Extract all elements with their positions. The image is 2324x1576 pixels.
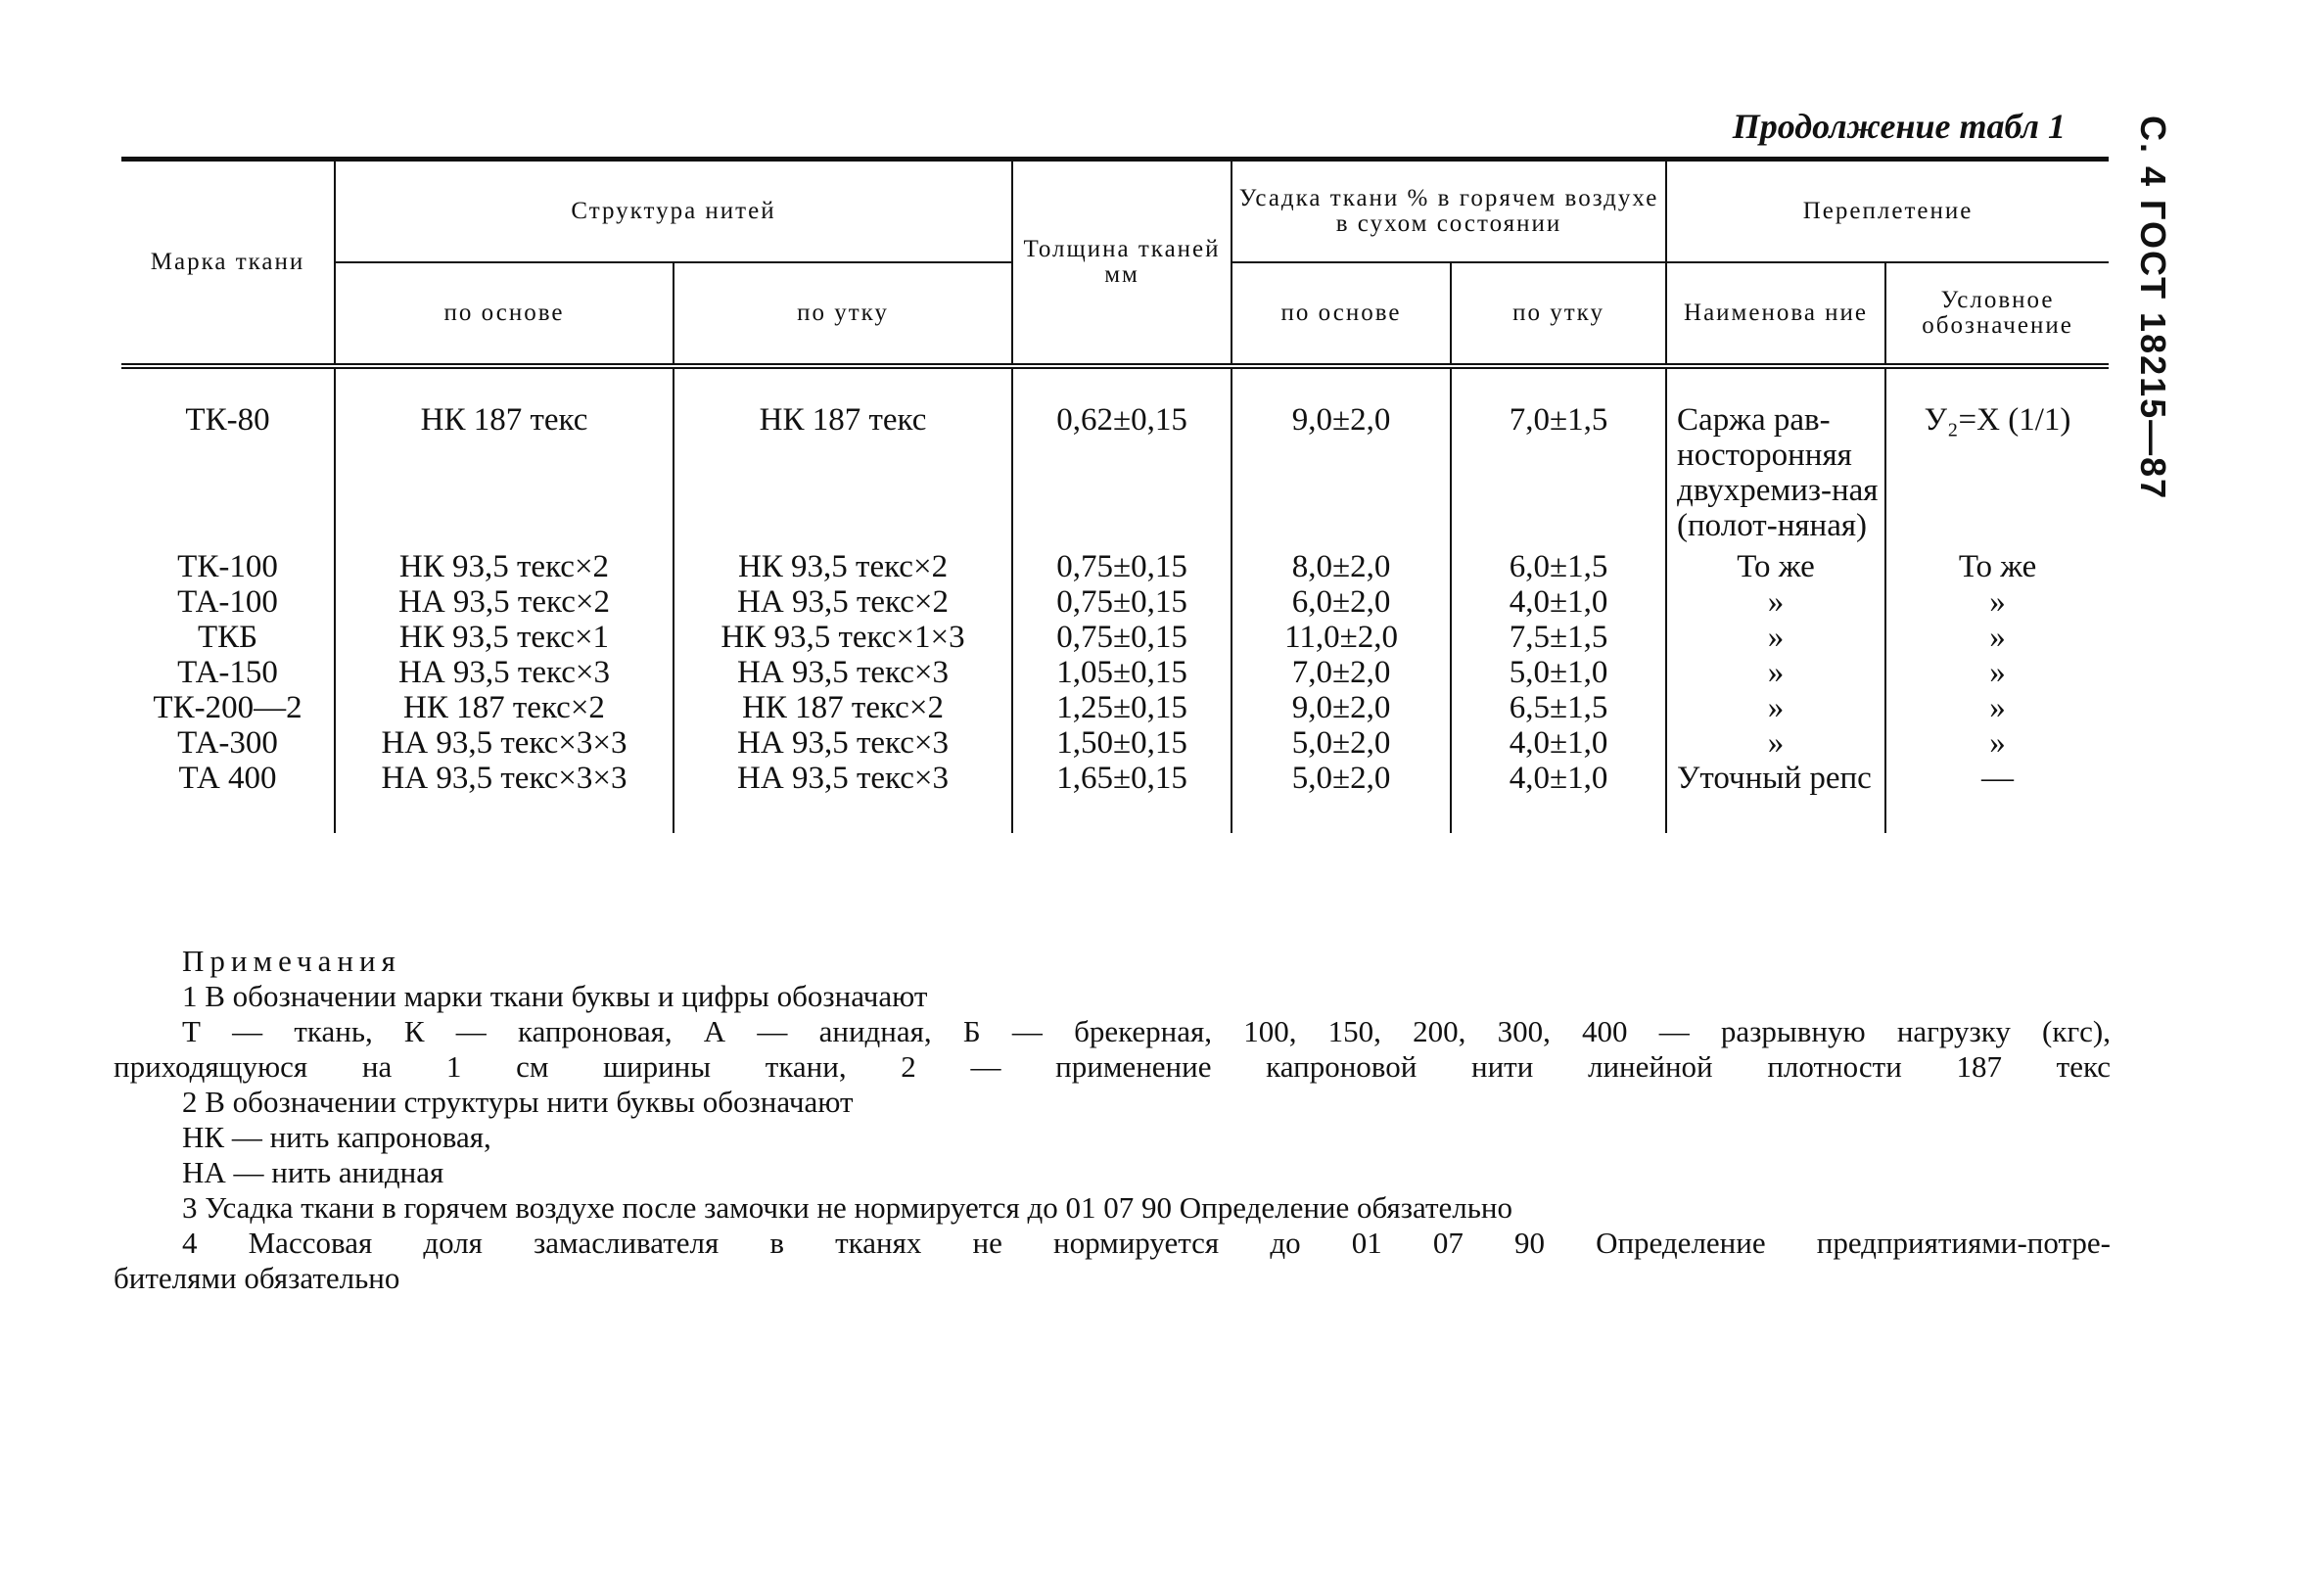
- header-shrinkage: Усадка ткани % в горячем воздухе в сухом состоянии: [1232, 160, 1666, 263]
- cell-structure-warp: НА 93,5 текс×2: [335, 584, 674, 620]
- table-row: [121, 690, 2109, 725]
- table-row: [121, 655, 2109, 690]
- cell-thickness: 0,62±0,15: [1012, 366, 1232, 549]
- cell-weave-name: »: [1666, 655, 1885, 690]
- cell-shrinkage-warp: 5,0±2,0: [1232, 761, 1451, 833]
- cell-structure-warp: НК 93,5 текс×2: [335, 549, 674, 584]
- cell-shrinkage-warp: 9,0±2,0: [1232, 690, 1451, 725]
- table-notes: [114, 944, 2111, 1296]
- cell-weave-name: Уточный репс: [1666, 761, 1885, 833]
- cell-shrinkage-weft: 4,0±1,0: [1451, 761, 1666, 833]
- cell-weave-symbol: —: [1885, 761, 2109, 833]
- cell-shrinkage-warp: 8,0±2,0: [1232, 549, 1451, 584]
- fabric-specification-table: [121, 157, 2109, 833]
- cell-shrinkage-weft: 6,5±1,5: [1451, 690, 1666, 725]
- header-mark: Марка ткани: [121, 160, 335, 367]
- table-row: [121, 725, 2109, 761]
- cell-thickness: 1,05±0,15: [1012, 655, 1232, 690]
- cell-thickness: 0,75±0,15: [1012, 584, 1232, 620]
- cell-thickness: 0,75±0,15: [1012, 549, 1232, 584]
- cell-thickness: 1,25±0,15: [1012, 690, 1232, 725]
- cell-weave-symbol: »: [1885, 655, 2109, 690]
- cell-mark: ТКБ: [197, 620, 258, 655]
- table-row: [121, 761, 2109, 833]
- cell-weave-name: »: [1666, 584, 1885, 620]
- table-row: [121, 549, 2109, 584]
- cell-weave-name: То же: [1666, 549, 1885, 584]
- cell-structure-weft: НК 93,5 текс×1×3: [674, 620, 1012, 655]
- note-1: 1 В обозначении марки ткани буквы и цифры обозначают: [182, 979, 928, 1013]
- cell-structure-warp: НА 93,5 текс×3×3: [335, 761, 674, 833]
- cell-mark: ТА-150: [177, 655, 278, 690]
- cell-shrinkage-weft: 5,0±1,0: [1451, 655, 1666, 690]
- cell-weave-symbol: »: [1885, 584, 2109, 620]
- cell-mark: ТА-100: [177, 584, 278, 620]
- cell-thickness: 1,50±0,15: [1012, 725, 1232, 761]
- table-row: [121, 620, 2109, 655]
- cell-structure-weft: НА 93,5 текс×3: [674, 655, 1012, 690]
- cell-structure-weft: НК 187 текс×2: [674, 690, 1012, 725]
- side-page-header: С. 4 ГОСТ 18215—87: [2133, 116, 2173, 501]
- note-2-line-2: НК — нить капроновая,: [182, 1120, 491, 1154]
- notes-title: Примечания: [182, 944, 401, 978]
- note-3: 3 Усадка ткани в горячем воздухе после замочки не нормируется до 01 07 90 Определение обязательно: [182, 1190, 1512, 1225]
- cell-shrinkage-warp: 6,0±2,0: [1232, 584, 1451, 620]
- cell-structure-warp: НК 93,5 текс×1: [335, 620, 674, 655]
- cell-weave-symbol: »: [1885, 620, 2109, 655]
- cell-structure-weft: НК 187 текс: [674, 366, 1012, 549]
- header-structure-warp: по основе: [335, 262, 674, 366]
- cell-structure-weft: НА 93,5 текс×3: [674, 725, 1012, 761]
- cell-mark: ТК-80: [185, 402, 270, 438]
- cell-shrinkage-warp: 7,0±2,0: [1232, 655, 1451, 690]
- cell-shrinkage-warp: 11,0±2,0: [1232, 620, 1451, 655]
- cell-weave-symbol: У₂=Х (1/1): [1885, 366, 2109, 549]
- cell-mark: ТК-100: [177, 549, 278, 584]
- cell-shrinkage-warp: 5,0±2,0: [1232, 725, 1451, 761]
- cell-structure-warp: НА 93,5 текс×3: [335, 655, 674, 690]
- table-continuation-title: Продолжение табл 1: [1732, 107, 2066, 146]
- header-shrinkage-warp: по основе: [1232, 262, 1451, 366]
- header-weave: Переплетение: [1666, 160, 2109, 263]
- note-2: 2 В обозначении структуры нити буквы обозначают: [182, 1085, 854, 1119]
- cell-shrinkage-weft: 7,0±1,5: [1451, 366, 1666, 549]
- cell-weave-name: »: [1666, 620, 1885, 655]
- note-4-line-2: бителями обязательно: [114, 1261, 400, 1295]
- cell-weave-symbol: »: [1885, 725, 2109, 761]
- header-shrinkage-weft: по утку: [1451, 262, 1666, 366]
- cell-mark: ТА-300: [177, 725, 278, 761]
- cell-thickness: 0,75±0,15: [1012, 620, 1232, 655]
- header-structure: Структура нитей: [335, 160, 1012, 263]
- cell-shrinkage-weft: 6,0±1,5: [1451, 549, 1666, 584]
- cell-structure-weft: НК 93,5 текс×2: [674, 549, 1012, 584]
- cell-structure-weft: НА 93,5 текс×2: [674, 584, 1012, 620]
- cell-shrinkage-weft: 4,0±1,0: [1451, 584, 1666, 620]
- cell-mark: ТК-200—2: [153, 690, 302, 725]
- note-1-line-2: Т — ткань, К — капроновая, А — анидная, Б — брекерная, 100, 150, 200, 300, 400 — разрывную нагрузку (кгс),: [182, 1014, 2111, 1048]
- cell-structure-warp: НК 187 текс×2: [335, 690, 674, 725]
- cell-weave-name: »: [1666, 690, 1885, 725]
- cell-weave-name: »: [1666, 725, 1885, 761]
- cell-weave-symbol: То же: [1885, 549, 2109, 584]
- note-4: 4 Массовая доля замасливателя в тканях не нормируется до 01 07 90 Определение предприятиями-потре-: [182, 1226, 2111, 1260]
- cell-thickness: 1,65±0,15: [1012, 761, 1232, 833]
- cell-mark: ТА 400: [178, 761, 277, 796]
- table-row: [121, 366, 2109, 549]
- note-1-line-3: приходящуюся на 1 см ширины ткани, 2 — применение капроновой нити линейной плотности 187 текс: [114, 1049, 2111, 1084]
- cell-weave-name: Саржа рав-носторонняя двухремиз-ная (полот-няная): [1666, 366, 1885, 549]
- header-thickness: Толщина тканей мм: [1012, 160, 1232, 367]
- header-weave-name: Наименова ние: [1666, 262, 1885, 366]
- cell-shrinkage-weft: 4,0±1,0: [1451, 725, 1666, 761]
- cell-structure-warp: НК 187 текс: [335, 366, 674, 549]
- cell-structure-warp: НА 93,5 текс×3×3: [335, 725, 674, 761]
- header-structure-weft: по утку: [674, 262, 1012, 366]
- cell-shrinkage-weft: 7,5±1,5: [1451, 620, 1666, 655]
- header-weave-symbol: Условное обозначение: [1885, 262, 2109, 366]
- cell-weave-symbol: »: [1885, 690, 2109, 725]
- cell-structure-weft: НА 93,5 текс×3: [674, 761, 1012, 833]
- table-row: [121, 584, 2109, 620]
- note-2-line-3: НА — нить анидная: [182, 1155, 444, 1189]
- cell-shrinkage-warp: 9,0±2,0: [1232, 366, 1451, 549]
